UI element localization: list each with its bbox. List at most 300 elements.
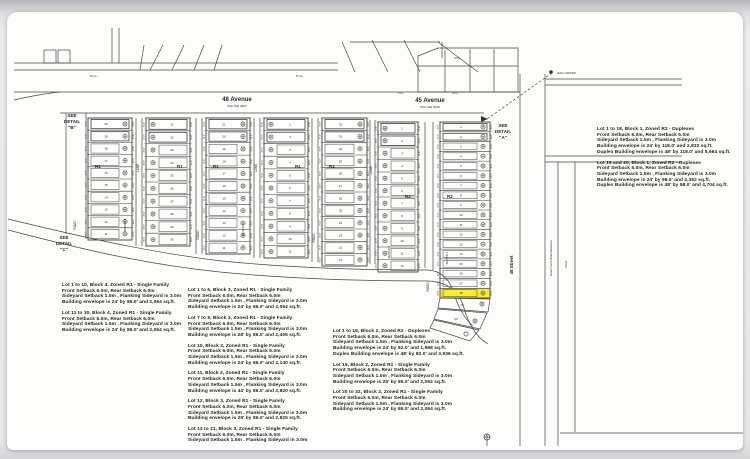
zoning-note-line: Sideyard Setback 1.5m , Flanking Sideyard is 3.0m [333,340,453,346]
zoning-note-paragraph [188,399,307,422]
lot-depth-dimension: 35.07 [367,244,370,251]
lot-number: 5 [460,164,462,169]
lot-depth-dimension: 35.07 [203,133,206,140]
block-label: BLOCK 3 [241,223,245,237]
lot-depth-dimension: 35.07 [261,236,264,242]
plat-document-page [7,12,743,450]
zoning-note-paragraph [188,288,307,311]
lot-depth-dimension: 35.07 [132,170,135,176]
building-envelope [391,186,415,196]
lot-depth-dimension: 35.07 [190,211,193,217]
zoning-note-line: Building envelope is 24' by 98.0' and 2,352 sq.ft. [597,177,711,183]
parcel-27a-label: 27A [454,56,460,60]
detail-c-callout [56,235,72,252]
lot-depth-dimension: 35.07 [490,251,493,257]
zoning-note-line: Lot 11 to 30, Block 4, Zoned R1 - Single Family [62,310,172,316]
lot-depth-dimension: 35.07 [418,175,421,181]
lot-depth-dimension: 35.07 [143,224,146,230]
lot-depth-dimension: 35.07 [375,263,378,269]
zoning-note-line: Front Setback 6.0m, Rear Setback 6.0m [188,377,281,383]
building-envelope [277,183,305,193]
lot-number: 13 [104,207,108,212]
lot-number: 27 [170,199,174,204]
lot-depth-dimension: 35.07 [250,133,253,140]
lot-depth-dimension: 35.07 [143,198,146,204]
lot-depth-dimension: 35.07 [250,232,253,239]
lot-depth-dimension: 35.07 [250,208,253,214]
lot-depth-dimension: 35.07 [367,146,370,152]
lot-depth-dimension: 35.07 [490,270,493,277]
lot-depth-dimension: 35.07 [261,134,264,140]
lot-depth-dimension: 35.07 [143,185,146,192]
zone-label: R1 [329,164,335,169]
lot-depth-dimension: 35.07 [490,134,493,140]
zone-label: R1 [95,164,101,169]
building-envelope [391,174,415,184]
lot-depth-dimension: 35.07 [308,236,311,242]
lot-depth-dimension: 35.07 [132,121,135,127]
notes-block1-duplexes [597,127,731,194]
lot-depth-dimension: 35.07 [437,192,440,198]
zoning-note-line: Sideyard Setback 1.5m . Flanking Sideyard in 3.0m [188,438,308,444]
zoning-note-line: Building envelope is 24' by 86.0' and 2,064 sq.ft. [333,407,447,413]
zoning-note-paragraph [333,363,464,386]
block-label: BLOCK 2 [387,245,391,259]
lot-depth-dimension: 35.07 [490,261,493,267]
lot-depth-dimension: 35.07 [132,206,135,213]
lot-depth-dimension: 35.07 [203,220,206,226]
lot-number: 30 [338,146,343,151]
lot-depth-dimension: 35.07 [367,158,370,164]
zoning-note-line: Duplex Building envelope is 48' by 82.0' and 3,936 sq.ft. [333,351,465,357]
zoning-note-line: Duplex Building envelope is 48' by 98.0' and 4,704 sq.ft. [597,183,729,189]
notes-block2 [333,329,464,418]
lot-depth-dimension: 35.07 [437,163,440,169]
block-label: BLOCK 4 [123,218,127,232]
building-envelope [209,132,247,141]
lot-number: 24 [170,160,174,165]
lot-number: 20 [222,134,226,139]
lot-depth-dimension: 35.07 [437,143,440,150]
lot-depth-dimension: 35.07 [250,171,253,177]
lot-number: 8 [289,211,291,216]
lot-number: 23 [170,148,174,153]
lot-number: 22 [170,135,174,140]
zoning-note-paragraph [188,371,307,394]
lot-depth-dimension: 35.07 [418,263,421,269]
lot-depth-dimension: 35.07 [203,183,206,189]
lot-number: 19 [104,134,108,139]
notes-block3-single-family [188,288,307,449]
zoning-note-line: Building envelope is 24' by 86.0' and 2,064 sq.ft. [188,305,302,311]
svg-text:DETAIL: DETAIL [494,129,512,134]
road-name-label: LANE [254,163,258,173]
lot-depth-dimension: 35.07 [490,241,493,247]
cutbank-line [487,73,552,119]
zone-label: R1 [177,164,183,169]
zoning-note-paragraph [333,390,464,413]
lot-number: 5 [401,176,403,181]
lot-number: 10 [400,238,404,243]
lot-depth-dimension: 35.07 [203,121,206,127]
svg-text:"C": "C" [60,247,68,252]
zoning-note-line: Front Setback 6.0m, Rear Setback 6.0m [333,396,426,402]
lot-depth-dimension: 35.07 [308,172,311,178]
lot-number: 26 [170,186,174,191]
lot-number: 16 [104,171,108,175]
lot-depth-dimension: 35.07 [319,158,322,164]
svg-text:SEE: SEE [498,123,508,128]
lot-number: 10 [459,212,463,217]
lot-depth-dimension: 35.07 [308,249,311,255]
lot-depth-dimension: 35.07 [490,124,493,130]
building-envelope [277,158,305,168]
lot-depth-dimension: 35.07 [319,183,322,189]
building-envelope [443,133,487,140]
lot-number: 19 [222,147,226,152]
lot-depth-dimension: 35.07 [308,223,311,229]
parcel-block-45ave [418,48,518,92]
lot-number: 30 [170,237,174,242]
lot-depth-dimension: 35.07 [437,222,440,228]
lot-number: 15 [104,183,108,188]
lot-depth-dimension: 35.07 [490,212,493,218]
lot-depth-dimension: 35.07 [375,138,378,144]
lot-number: 28 [338,171,343,176]
building-envelope [391,149,415,159]
lot-depth-dimension: 35.07 [319,146,322,152]
lot-number: 8 [401,213,403,218]
lot-depth-dimension: 35.07 [190,198,193,204]
lot-depth-dimension: 35.07 [437,261,440,267]
zoning-note-line: Sideyard Setback 1.5m , Flanking Sideyard is 3.0m [62,322,182,328]
lot-depth-dimension: 35.07 [190,224,193,230]
building-envelope [149,120,187,130]
small-parcel [58,50,70,63]
lot-number: 1 [460,124,462,129]
lot-number: 14 [104,195,108,200]
lot-depth-dimension: 35.07 [261,147,264,153]
lot-depth-dimension: 35.07 [190,172,193,179]
zoning-note-line: Sideyard Setback 1.5m , Flanking Sideyard is 3.0m [62,294,182,300]
lot-depth-dimension: 35.07 [132,133,135,139]
avenue-right-label: 45 Avenue [415,98,445,104]
lot-depth-dimension: 35.07 [190,185,193,192]
lot-depth-dimension: 35.07 [418,200,421,206]
lot-depth-dimension: 35.07 [319,220,322,226]
lot-number: 21 [170,122,174,127]
lot-number: 7 [460,183,462,188]
lot-number: 21 [222,122,226,127]
zoning-note-line: Sideyard Setback 1.5m , Flanking Sideyard is 3.0m [188,355,308,361]
lot-depth-dimension: 35.07 [190,236,193,243]
lot-depth-dimension: 35.07 [490,192,493,198]
lot-depth-dimension: 35.07 [261,210,264,217]
lot-number: 25 [338,208,343,213]
building-envelope [277,170,305,180]
svg-text:SEE: SEE [67,113,77,118]
lot-number: 1 [289,122,291,127]
lot-depth-dimension: 35.07 [437,182,440,189]
zoning-note-line: Lot 20 to 32, Block 2, Zoned R1 - Single Family [333,390,443,396]
lot-number: 3 [460,144,462,149]
lot-depth-dimension: 35.07 [85,194,88,200]
lot-depth-dimension: 35.07 [308,134,311,140]
lot-depth-dimension: 35.07 [143,211,146,217]
lot-number: 2 [460,134,462,139]
lot-depth-dimension: 35.07 [490,202,493,208]
lot-number: 9 [289,224,291,229]
lot-depth-dimension: 35.07 [132,219,135,225]
zoning-note-line: Sideyard Setback 1.5m , Flanking Sideyard is 3.0m [597,138,717,144]
lot-depth-dimension: 35.07 [319,232,322,238]
zoning-note-line: Front Setback 6.0m, Rear Setback 6.0m [188,321,281,327]
lot-number: 2 [401,138,403,143]
lot-number: 5 [289,173,291,178]
lot-depth-dimension: 35.07 [367,183,370,189]
lot-depth-dimension: 35.07 [375,125,378,131]
river-label: River [564,260,568,268]
lot-number: 13 [222,221,226,226]
building-envelope [267,132,305,142]
lot-depth-dimension: 35.07 [375,200,378,206]
lot-number: 9 [460,203,462,208]
building-envelope [391,211,415,221]
lot-depth-dimension: 35.07 [319,133,322,140]
lot-depth-dimension: 35.07 [143,121,146,128]
zoning-note-line: Sideyard Setback 1.5m , Flanking Sideyard is 3.0m [188,327,308,333]
lot-depth-dimension: 35.07 [85,133,88,139]
lot-number: 10 [288,237,292,242]
zoning-note-line: Front Setback 6.0m, Rear Setback 6.0m [188,404,281,410]
lot-depth-dimension: 35.07 [418,238,421,244]
lot-number: 12 [104,219,108,224]
lot-depth-dimension: 35.07 [418,125,421,131]
zoning-note-line: Front Setback 6.0m, Rear Setback 6.0m [62,288,155,294]
lot-depth-dimension: 35.07 [375,213,378,219]
lot-number: 12 [222,233,226,238]
lot-number: 3 [401,151,403,156]
lot-number: 23 [338,233,343,238]
lot-number: 20 [454,317,458,321]
building-envelope [277,196,305,206]
building-envelope [391,224,415,234]
lot-number: 21 [338,257,343,262]
lot-depth-dimension: 35.07 [319,257,322,263]
zoning-note-line: Building envelope is 44' by 86.0' and 2,820 sq.ft. [188,388,302,394]
lot-depth-dimension: 35.07 [308,147,311,153]
lot-depth-dimension: 35.07 [132,145,135,152]
lot-depth-dimension: 35.07 [261,121,264,127]
lot-depth-dimension: 35.07 [367,133,370,140]
lot-number: 12 [459,232,463,237]
lot-depth-dimension: 35.07 [437,153,440,159]
small-parcel [44,50,56,63]
lot-depth-dimension: 35.07 [261,223,264,229]
lot-depth-dimension: 35.07 [190,121,193,128]
lot-depth-dimension: 35.07 [418,150,421,156]
svg-text:DETAIL: DETAIL [63,119,81,124]
zoning-note-line: Lot 19, Block 2, Zoned R1 - Single Family [333,362,430,368]
lot-depth-dimension: 35.07 [367,121,370,127]
lot-depth-dimension: 35.07 [437,134,440,140]
building-envelope [391,199,415,209]
lot-depth-dimension: 35.07 [437,173,440,179]
lot-depth-dimension: 35.07 [490,153,493,159]
zoning-note-line: Building envelope is 29' by 86.0' and 2,825 sq.ft. [188,416,302,422]
lot-depth-dimension: 35.07 [367,257,370,263]
lot-depth-dimension: 35.07 [190,147,193,153]
avenue-left-plan: Plan 002 2867 [227,104,247,108]
lot-depth-dimension: 35.07 [375,150,378,156]
zoning-note-line: Building envelope is 24' by 86.0' and 2,064 sq.ft. [62,327,176,333]
lot-number: 18 [222,159,226,164]
zoning-note-line: Lot 1 to 18, Block 2, Zoned R2 - Duplexes [333,329,431,334]
road-name-label: ROAD [426,282,430,292]
lot-depth-dimension: 35.07 [143,134,146,140]
zoning-note-line: Lot 13 to 21, Block 3, Zoned R1 - Single Family [188,427,298,433]
zoning-note-line: Front Setback 6.0m, Rear Setback 6.0m [188,432,281,438]
lot-depth-dimension: 35.07 [308,198,311,204]
road-allowance-label: Government Road Allowance [549,239,553,277]
lot-depth-dimension: 35.07 [319,244,322,251]
lot-depth-dimension: 35.07 [85,121,88,127]
lot-number: 16 [222,184,226,189]
lot-depth-dimension: 35.07 [308,210,311,217]
lot-depth-dimension: 35.07 [203,232,206,239]
building-envelope [267,120,305,130]
lot-number: 22 [338,245,343,250]
lot-depth-dimension: 35.07 [375,250,378,256]
lot-depth-dimension: 35.07 [190,160,193,166]
lot-depth-dimension: 35.07 [308,121,311,127]
lot-depth-dimension: 35.07 [261,172,264,178]
lot-depth-dimension: 35.07 [367,220,370,226]
avenue-left-label: 48 Avenue [222,97,252,103]
lot-number: 7 [401,201,403,206]
zoning-note-line: Front Setback 6.0m, Rear Setback 6.0m [188,349,281,355]
lot-number: 11 [400,251,404,256]
zoning-note-line: Lot 12, Block 3, Zoned R1 - Single Family [188,399,285,405]
lot-depth-dimension: 35.07 [490,143,493,150]
lot-number: 12 [400,263,404,268]
lot-number: 32 [338,122,343,127]
lot-depth-dimension: 35.07 [250,158,253,164]
zoning-note-paragraph [62,311,181,334]
lot-number: 9 [401,226,403,231]
high-water-label: HIGH WATER [557,71,576,75]
lot-depth-dimension: 35.07 [367,232,370,238]
lot-number: 17 [104,158,108,163]
zoning-note-line: Building envelope is 25' by 86.0' and 2,092 sq.ft. [333,379,447,385]
lot-depth-dimension: 35.07 [250,245,253,251]
lot-depth-dimension: 35.07 [250,183,253,189]
lot-depth-dimension: 35.07 [418,213,421,219]
zoning-note-line: Lot 1 to 18, Block 1, Zoned R2 - Duplexes [597,127,695,132]
lot-depth-dimension: 35.07 [308,159,311,166]
lot-number: 6 [289,186,291,191]
lot-depth-dimension: 35.07 [418,138,421,144]
lot-number: 24 [338,220,343,225]
lot-number: 3 [289,147,291,152]
lot-depth-dimension: 35.07 [418,250,421,256]
lot-depth-dimension: 35.07 [490,231,493,238]
zoning-note-line: Lot 1 to 10, Block 4, Zoned R1 - Single Family [62,283,170,288]
zoning-note-line: Lot 10, Block 3, Zoned R1 - Single Family [188,343,285,349]
lot-depth-dimension: 35.07 [437,212,440,218]
zoning-note-line: Duplex Building envelope is 48' by 118.0' and 5,664 sq.ft. [597,149,731,155]
zoning-note-line: Sideyard Setback 1.5m , Flanking Sideyard is 3.0m [597,171,717,177]
road-name-label: LANE [136,163,140,173]
lot-depth-dimension: 35.07 [85,170,88,176]
lot-number: 11 [288,249,292,254]
lot-depth-dimension: 35.07 [367,195,370,201]
lot-number: 13 [459,242,463,247]
lot-number: 11 [222,245,226,250]
block-label: BLOCK 1 [445,251,449,265]
street-right-label: 48 Street [509,255,514,275]
lot-depth-dimension: 35.07 [203,146,206,152]
zoning-note-line: Front Setback 6.0m, Rear Setback 6.0m [188,293,281,299]
svg-text:SEE: SEE [59,235,69,240]
zoning-note-paragraph [62,283,181,306]
lot-depth-dimension: 35.07 [203,208,206,214]
lot-number: 1 [401,126,403,131]
lot-number: 29 [170,224,174,229]
lot-depth-dimension: 35.07 [143,160,146,166]
lot-number: 2 [289,135,291,140]
lot-number: 17 [222,171,226,176]
lot-number: 27 [338,183,343,188]
lot-depth-dimension: 35.07 [375,225,378,231]
zoning-note-paragraph [188,316,307,339]
svg-text:"A": "A" [499,135,507,140]
lot-number: 7 [289,198,291,203]
lot-depth-dimension: 35.07 [261,159,264,166]
lot-depth-dimension: 35.07 [250,195,253,201]
detail-a-pointer [481,116,488,122]
lot-depth-dimension: 35.07 [143,236,146,243]
lot-depth-dimension: 35.07 [319,207,322,214]
zoning-note-line: Lot 1 to 6, Block 3, Zoned R1 - Single Family [188,288,293,293]
zone-label: R1 [295,164,301,169]
lot-depth-dimension: 35.07 [490,182,493,189]
lot-number: 19 [460,303,464,307]
lot-depth-dimension: 35.07 [418,188,421,194]
road-name-label: ROAD [73,220,77,230]
lot-number: 15 [222,196,226,201]
lot-number: 26 [338,196,343,201]
zoning-note-line: Sideyard Setback 1.5m , Flanking Sideyard is 3.0m [188,410,308,416]
lot-depth-dimension: 35.07 [490,173,493,179]
lot-depth-dimension: 35.07 [308,185,311,191]
lot-number: 18 [104,146,108,151]
road-name-label: ROAD [196,230,200,240]
lot-depth-dimension: 35.07 [437,202,440,208]
lot-depth-dimension: 35.07 [375,188,378,194]
pul-label: P.U.L. [90,74,98,78]
avenue-left-curve [14,92,60,100]
parcel-fan-left [140,45,222,70]
building-envelope [91,132,129,141]
notes-block4-single-family [62,283,181,339]
detail-a-callout [495,123,511,140]
pul-label: P.U.L. [452,92,459,95]
lot-depth-dimension: 35.07 [319,121,322,127]
building-envelope [443,124,487,131]
lot-depth-dimension: 35.07 [261,198,264,204]
svg-text:"B": "B" [68,125,76,130]
